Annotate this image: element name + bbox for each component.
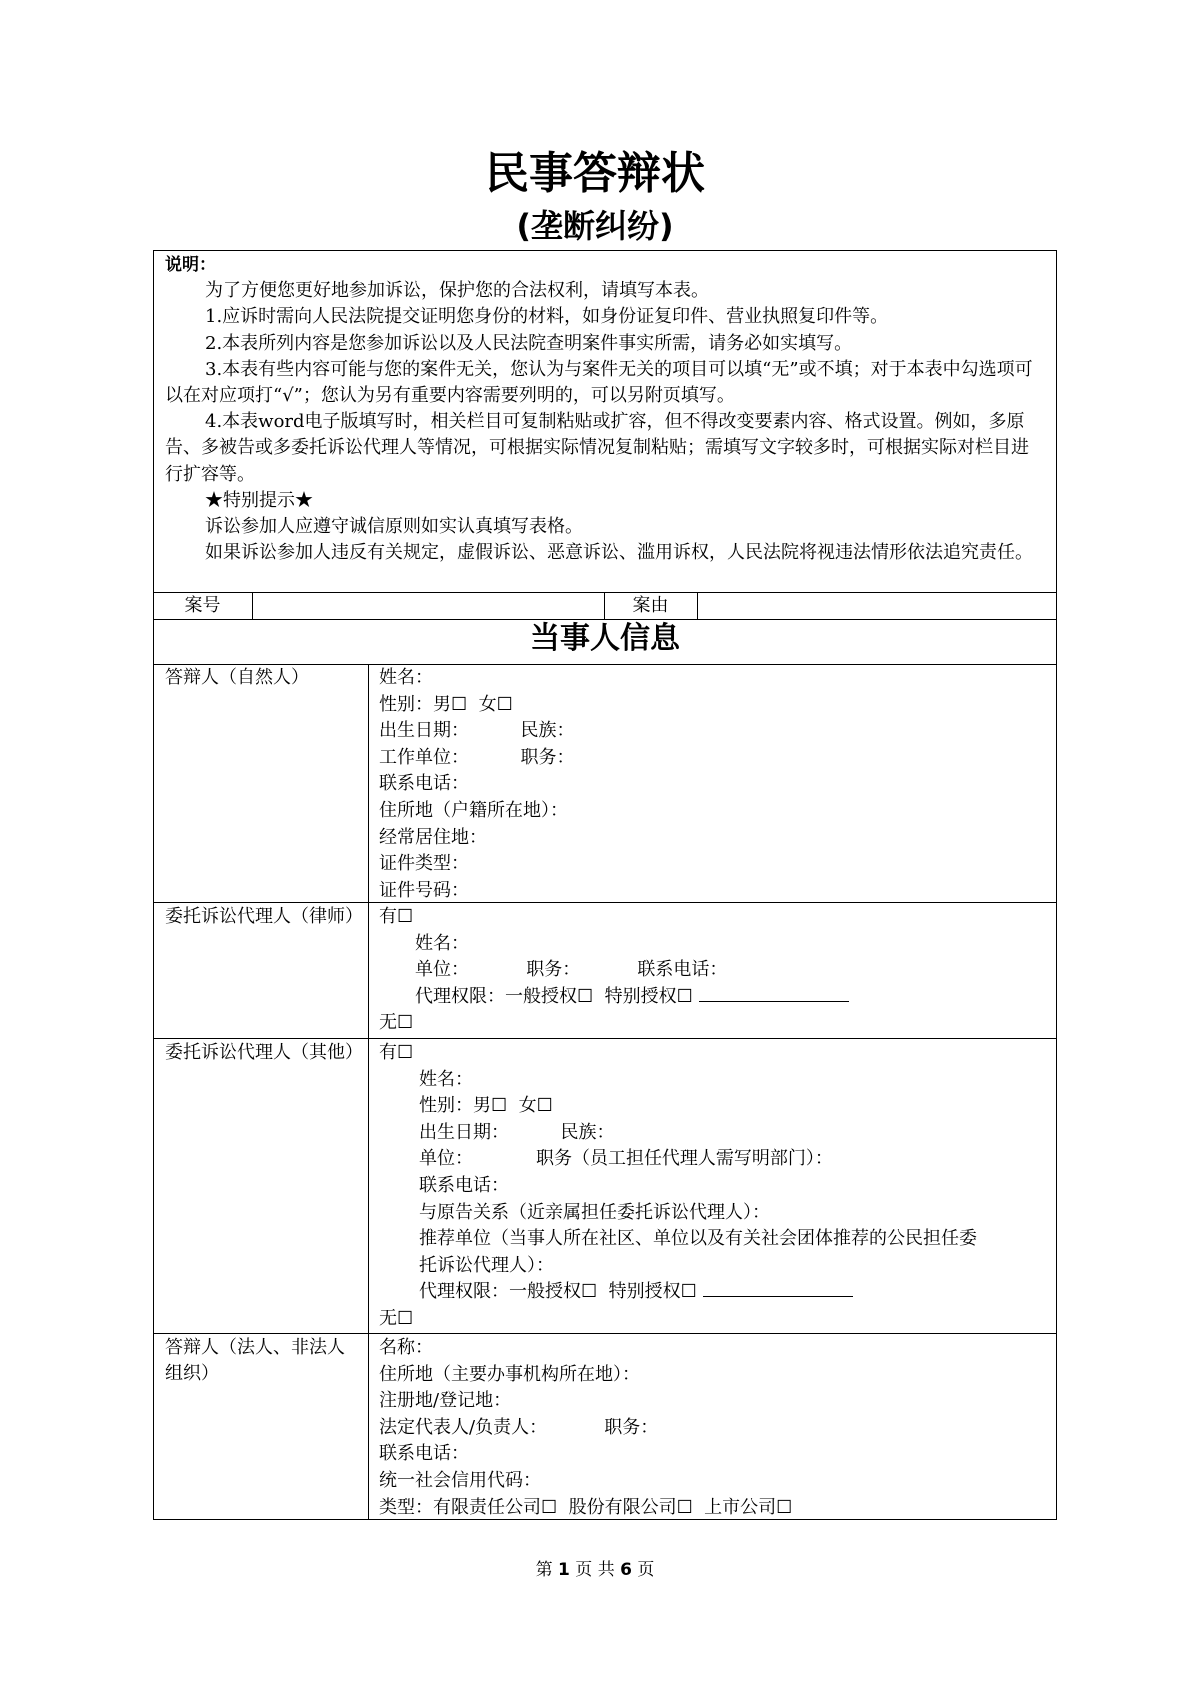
page-title: 民事答辩状 bbox=[485, 148, 705, 199]
field-line[interactable]: 联系电话： bbox=[379, 1443, 469, 1465]
case-number-label: 案号 bbox=[184, 595, 221, 616]
field-line[interactable]: 性别：男☐ 女☐ bbox=[379, 693, 513, 715]
footer-prefix: 第 bbox=[535, 1560, 553, 1580]
field-line[interactable]: 证件号码： bbox=[379, 879, 469, 901]
fill-in-blank[interactable] bbox=[703, 1282, 853, 1297]
row-divider bbox=[153, 1038, 1057, 1039]
field-line[interactable]: 性别：男☐ 女☐ bbox=[419, 1095, 553, 1117]
page-subtitle: (垄断纠纷) bbox=[516, 207, 674, 245]
field-line[interactable]: 出生日期： 民族： bbox=[379, 720, 575, 742]
field-line[interactable]: 类型：有限责任公司☐ 股份有限公司☐ 上市公司☐ bbox=[379, 1496, 793, 1518]
field-line[interactable]: 经常居住地： bbox=[379, 826, 487, 848]
agent-lawyer-fields[interactable] bbox=[379, 904, 849, 1037]
field-line[interactable]: 姓名： bbox=[379, 667, 433, 688]
field-line[interactable]: 工作单位： 职务： bbox=[379, 746, 575, 768]
legal-person-label: 答辩人（法人、非法人组织） bbox=[165, 1337, 345, 1384]
authority-line[interactable]: 代理权限：一般授权☐ 特别授权☐ bbox=[415, 985, 693, 1007]
legal-person-fields[interactable] bbox=[379, 1335, 792, 1521]
field-line[interactable]: 注册地/登记地： bbox=[379, 1390, 512, 1412]
instructions bbox=[165, 252, 1045, 566]
agent-other-fields[interactable] bbox=[379, 1040, 977, 1333]
case-cause-label: 案由 bbox=[632, 595, 669, 616]
has-agent-checkbox[interactable]: 有☐ bbox=[379, 1042, 414, 1063]
case-number-field[interactable] bbox=[253, 593, 603, 619]
field-line[interactable]: 推荐单位（当事人所在社区、单位以及有关社会团体推荐的公民担任委 bbox=[419, 1228, 977, 1250]
authority-line[interactable]: 代理权限：一般授权☐ 特别授权☐ bbox=[419, 1281, 697, 1303]
instruction-paragraph: 为了方便您更好地参加诉讼，保护您的合法权利，请填写本表。 bbox=[205, 280, 709, 302]
column-divider bbox=[368, 664, 369, 1520]
field-line[interactable]: 名称： bbox=[379, 1337, 433, 1358]
field-line[interactable]: 联系电话： bbox=[419, 1174, 509, 1196]
footer-middle: 页 共 bbox=[575, 1560, 615, 1580]
field-line[interactable]: 统一社会信用代码： bbox=[379, 1469, 541, 1491]
instruction-paragraph: 2.本表所列内容是您参加诉讼以及人民法院查明案件事实所需，请务必如实填写。 bbox=[205, 332, 853, 354]
no-agent-checkbox[interactable]: 无☐ bbox=[379, 1012, 414, 1034]
field-line[interactable]: 单位： 职务： 联系电话： bbox=[415, 959, 728, 981]
special-notice-heading: ★特别提示★ bbox=[205, 489, 313, 511]
row-divider bbox=[153, 1333, 1057, 1334]
instruction-paragraph: 如果诉讼参加人违反有关规定，虚假诉讼、恶意诉讼、滥用诉权，人民法院将视违法情形依法追究责任。 bbox=[205, 542, 1033, 564]
field-line[interactable]: 住所地（主要办事机构所在地）： bbox=[379, 1363, 640, 1385]
section-title: 当事人信息 bbox=[530, 621, 680, 656]
no-agent-checkbox[interactable]: 无☐ bbox=[379, 1307, 414, 1329]
field-line[interactable]: 托诉讼代理人）： bbox=[419, 1254, 554, 1276]
agent-lawyer-label: 委托诉讼代理人（律师） bbox=[165, 906, 363, 927]
instructions-heading: 说明： bbox=[165, 255, 216, 275]
field-line[interactable]: 与原告关系（近亲属担任委托诉讼代理人）： bbox=[419, 1201, 770, 1223]
field-line[interactable]: 证件类型： bbox=[379, 853, 469, 875]
has-agent-checkbox[interactable]: 有☐ bbox=[379, 906, 414, 927]
page-footer bbox=[0, 1558, 1190, 1582]
row-divider bbox=[153, 902, 1057, 903]
field-line[interactable]: 姓名： bbox=[415, 932, 469, 954]
instruction-paragraph: 3.本表有些内容可能与您的案件无关，您认为与案件无关的项目可以填“无”或不填；对于本表中勾选项可以在对应项打“√”；您认为另有重要内容需要列明的，可以另附页填写。 bbox=[165, 358, 1033, 407]
field-line[interactable]: 住所地（户籍所在地）： bbox=[379, 799, 568, 821]
instruction-paragraph: 诉讼参加人应遵守诚信原则如实认真填写表格。 bbox=[205, 516, 583, 538]
natural-person-label: 答辩人（自然人） bbox=[165, 667, 309, 688]
natural-person-fields[interactable] bbox=[379, 665, 575, 904]
case-cause-field[interactable] bbox=[698, 593, 1056, 619]
field-line[interactable]: 姓名： bbox=[419, 1068, 473, 1090]
instruction-paragraph: 1.应诉时需向人民法院提交证明您身份的材料，如身份证复印件、营业执照复印件等。 bbox=[205, 306, 889, 328]
field-line[interactable]: 出生日期： 民族： bbox=[419, 1121, 615, 1143]
instruction-paragraph: 4.本表word电子版填写时，相关栏目可复制粘贴或扩容，但不得改变要素内容、格式设置。例如，多原告、多被告或多委托诉讼代理人等情况，可根据实际情况复制粘贴；需填写文字较多时，可根据实际对栏目进行扩容等。 bbox=[165, 411, 1029, 485]
footer-suffix: 页 bbox=[637, 1560, 655, 1580]
agent-other-label: 委托诉讼代理人（其他） bbox=[165, 1042, 363, 1063]
field-line[interactable]: 单位： 职务（员工担任代理人需写明部门）： bbox=[419, 1148, 833, 1170]
field-line[interactable]: 联系电话： bbox=[379, 773, 469, 795]
current-page-number: 1 bbox=[558, 1560, 570, 1580]
fill-in-blank[interactable] bbox=[699, 987, 849, 1002]
total-pages: 6 bbox=[620, 1560, 632, 1580]
field-line[interactable]: 法定代表人/负责人： 职务： bbox=[379, 1416, 659, 1438]
